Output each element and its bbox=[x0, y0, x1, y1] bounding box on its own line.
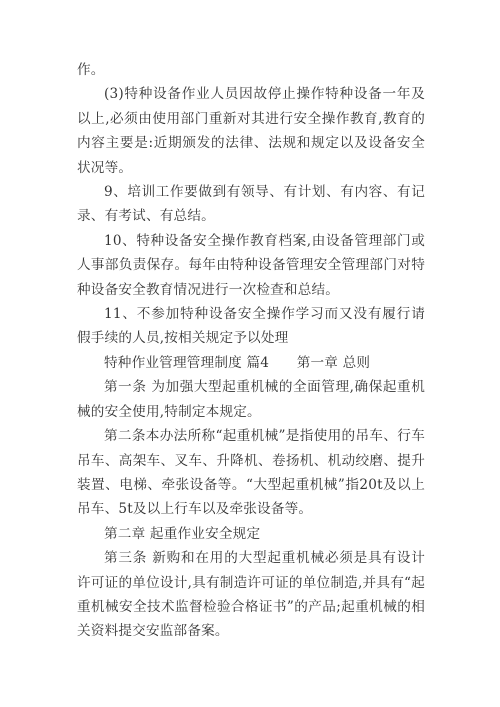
paragraph-item-3: (3)特种设备作业人员因故停止操作特种设备一年及以上,必须由使用部门重新对其进行安全操作教育,教育的内容主要是:近期颁发的法律、法规和规定以及设备安全状况等。 bbox=[77, 86, 425, 176]
article-3: 第三条 新购和在用的大型起重机械必须是具有设计许可证的单位设计,具有制造许可证的单位制造,并具有“起重机械安全技术监督检验合格证书”的产品;起重机械的相关资料提交安监部备案。 bbox=[77, 550, 425, 640]
paragraph-item-11: 11、不参加特种设备安全操作学习而又没有履行请假手续的人员,按相关规定予以处理 bbox=[77, 306, 425, 347]
document-page bbox=[77, 58, 425, 644]
paragraph-item-10: 10、特种设备安全操作教育档案,由设备管理部门或人事部负责保存。每年由特种设备管理安全管理部门对特种设备安全教育情况进行一次检查和总结。 bbox=[77, 232, 425, 298]
article-1: 第一条 为加强大型起重机械的全面管理,确保起重机械的安全使用,特制定本规定。 bbox=[77, 379, 425, 420]
section-heading-chapter-1: 特种作业管理管理制度 篇4 第一章 总则 bbox=[104, 354, 371, 371]
paragraph-item-9: 9、培训工作要做到有领导、有计划、有内容、有记录、有考试、有总结。 bbox=[77, 184, 425, 225]
section-heading-chapter-2: 第二章 起重作业安全规定 bbox=[104, 525, 261, 542]
paragraph-continuation: 作。 bbox=[77, 62, 105, 78]
article-2: 第二条本办法所称“起重机械”是指使用的吊车、行车吊车、高架车、叉车、升降机、卷扬机、机动绞磨、提升装置、电梯、牵张设备等。“大型起重机械”指20t及以上吊车、5t及以上行车以及牵张设备等。 bbox=[77, 428, 425, 518]
